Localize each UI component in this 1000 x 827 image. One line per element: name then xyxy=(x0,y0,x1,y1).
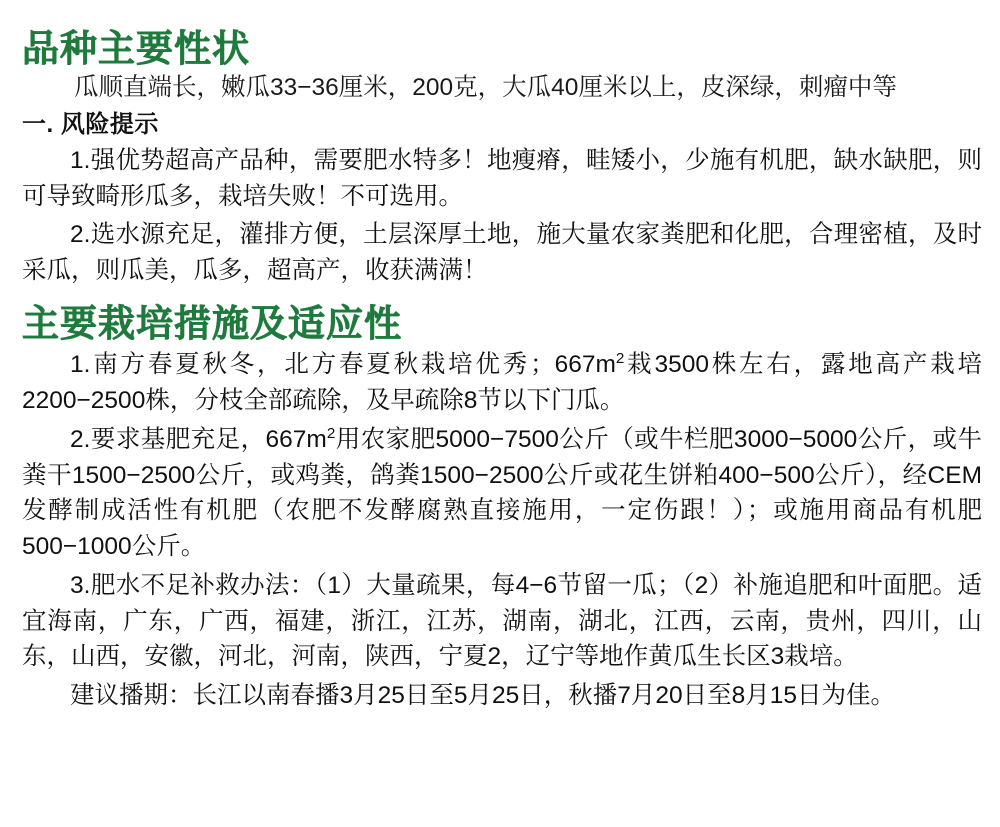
cultivation-paragraph-1: 1.南方春夏秋冬，北方春夏秋栽培优秀；$667m^2$栽3500株左右，露地高产栽培2200−2500株，分枝全部疏除，及早疏除8节以下门瓜。 xyxy=(22,350,982,414)
cultivation-paragraph-2: 2.要求基肥充足，$667m^2$用农家肥5000−7500公斤（或牛栏肥3000−5000公斤，或牛粪干1500−2500公斤，或鸡粪，鸽粪1500−2500公斤或花生饼粕400−500公斤），经CEM发酵制成活性有机肥（农肥不发酵腐熟直接施用，一定伤跟！）；或施用商品有机肥500−1000公斤。 xyxy=(22,424,982,561)
risk-paragraph-1: 1.强优势超高产品种，需要肥水特多！地瘦瘠，畦矮小，少施有机肥，缺水缺肥，则可导致畸形瓜多，栽培失败！不可选用。 xyxy=(22,146,982,210)
variety-traits-lead: 瓜顺直端长，嫩瓜33−36厘米，200克，大瓜40厘米以上，皮深绿，刺瘤中等 xyxy=(74,74,897,102)
sowing-recommendation: 建议播期：长江以南春播3月25日至5月25日，秋播7月20日至8月15日为佳。 xyxy=(70,682,896,710)
risk-paragraph-2: 2.选水源充足，灌排方便，土层深厚土地，施大量农家粪肥和化肥，合理密植，及时采瓜，则瓜美，瓜多，超高产，收获满满！ xyxy=(22,221,982,285)
subheading-risk-notice: 一. 风险提示 xyxy=(22,110,159,138)
section-heading-cultivation: 主要栽培措施及适应性 xyxy=(22,301,402,345)
section-heading-variety-traits: 品种主要性状 xyxy=(22,27,250,70)
cultivation-paragraph-3: 3.肥水不足补救办法：（1）大量疏果，每4−6节留一瓜；（2）补施追肥和叶面肥。适宜海南，广东，广西，福建，浙江，江苏，湖南，湖北，江西，云南，贵州，四川，山东，山西，安徽，河北，河南，陕西，宁夏2，辽宁等地作黄瓜生长区3栽培。 xyxy=(22,571,982,671)
